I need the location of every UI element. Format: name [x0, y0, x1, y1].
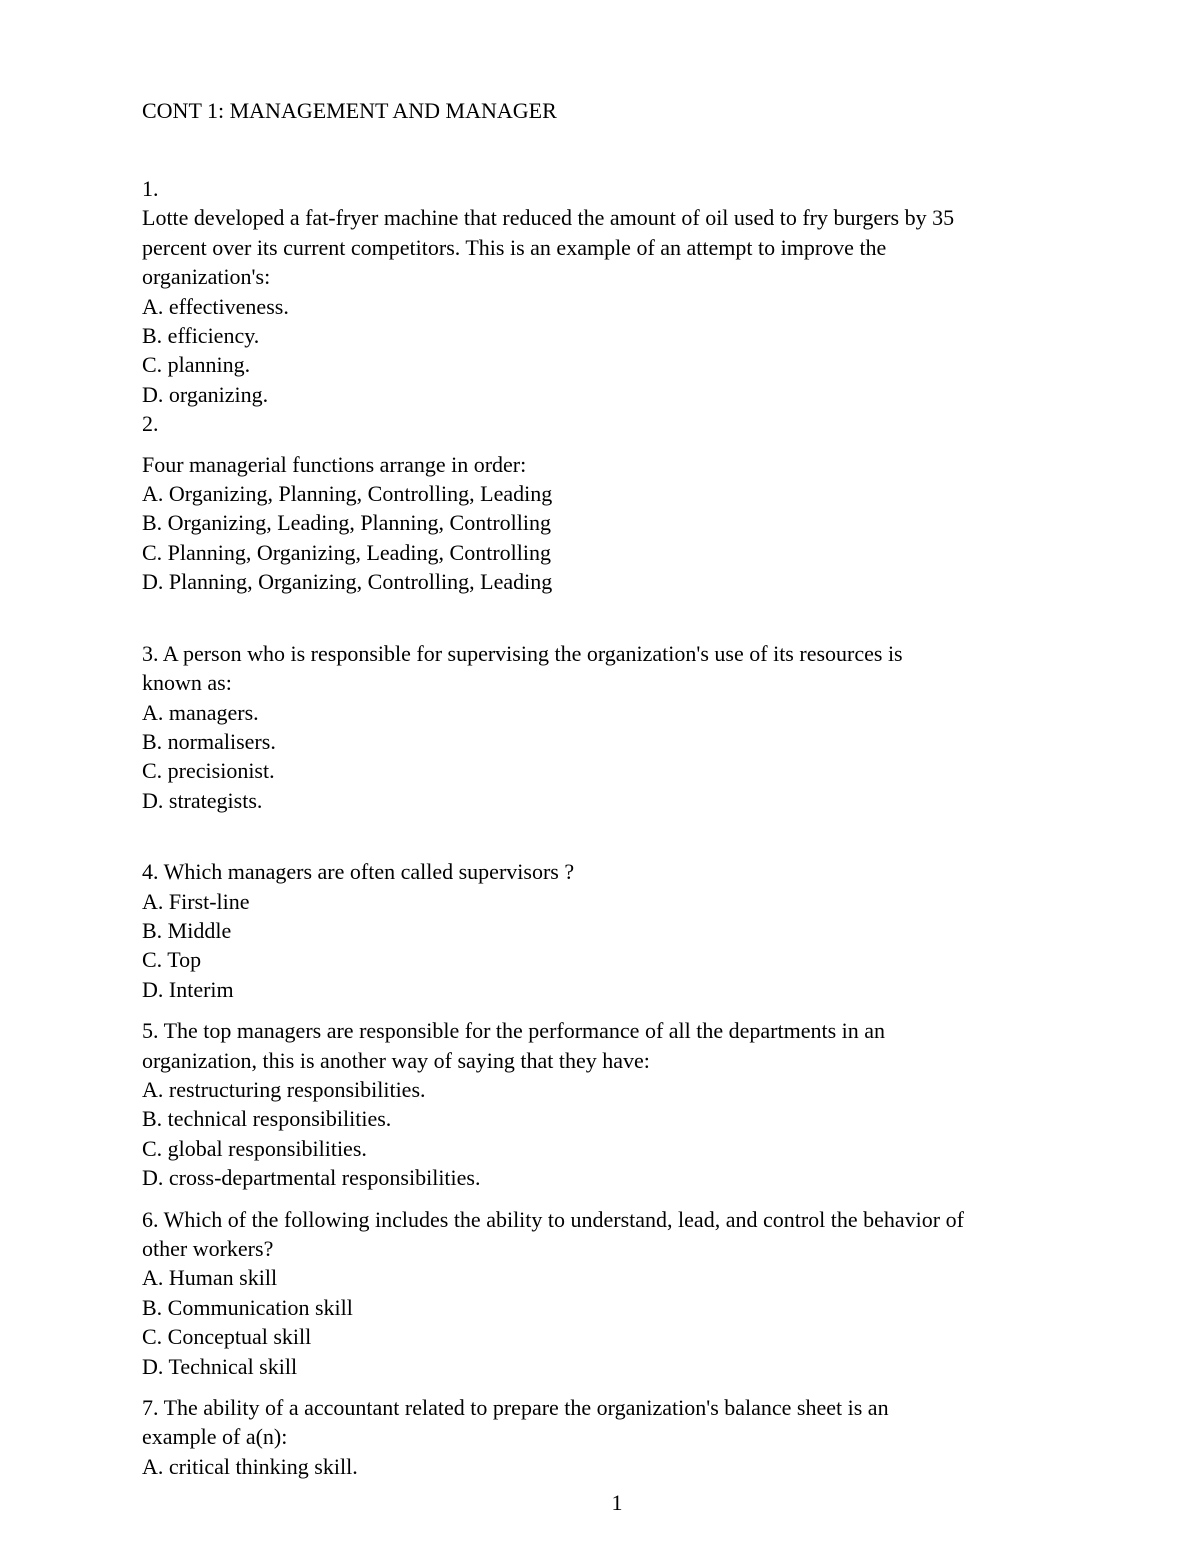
- answer-option: A. Human skill: [142, 1265, 278, 1291]
- answer-option: D. strategists.: [142, 787, 263, 813]
- question-stem-line: 3. A person who is responsible for supervising the organization's use of its resources is: [142, 640, 903, 666]
- answer-option: A. effectiveness.: [142, 293, 289, 319]
- answer-option: A. Organizing, Planning, Controlling, Leading: [142, 481, 553, 507]
- question-stem-line: Lotte developed a fat-fryer machine that reduced the amount of oil used to fry burgers by 35: [142, 205, 955, 231]
- question-stem-line: other workers?: [142, 1236, 274, 1261]
- question-stem-line: organization, this is another way of saying that they have:: [142, 1047, 650, 1073]
- question-5: [142, 1016, 1102, 1192]
- answer-option: C. precisionist.: [142, 758, 275, 784]
- question-stem-line: 6. Which of the following includes the ability to understand, lead, and control the behavior of: [142, 1206, 964, 1232]
- question-1: [142, 174, 1102, 409]
- answer-option: B. Middle: [142, 917, 232, 943]
- answer-option: B. Organizing, Leading, Planning, Controlling: [142, 510, 551, 536]
- document-title: CONT 1: MANAGEMENT AND MANAGER: [142, 98, 557, 123]
- question-2: [142, 409, 1102, 596]
- answer-option: C. planning.: [142, 352, 251, 378]
- answer-option: A. managers.: [142, 699, 259, 725]
- answer-option: A. First-line: [142, 888, 250, 914]
- question-stem-line: 7. The ability of a accountant related to prepare the organization's balance sheet is an: [142, 1395, 889, 1421]
- answer-option: C. global responsibilities.: [142, 1135, 367, 1161]
- question-4: [142, 857, 1102, 1004]
- page-number: 1: [611, 1490, 623, 1515]
- document-content: [142, 96, 1102, 1481]
- answer-option: C. Top: [142, 947, 202, 973]
- question-number: 1.: [142, 176, 159, 201]
- answer-option: D. cross-departmental responsibilities.: [142, 1165, 481, 1191]
- answer-option: B. technical responsibilities.: [142, 1106, 392, 1132]
- question-number: 2.: [142, 411, 159, 437]
- answer-option: B. efficiency.: [142, 323, 260, 349]
- question-stem-line: organization's:: [142, 264, 271, 290]
- question-stem-line: example of a(n):: [142, 1424, 288, 1450]
- question-3: [142, 639, 1102, 815]
- answer-option: A. critical thinking skill.: [142, 1453, 358, 1479]
- question-stem-line: percent over its current competitors. This is an example of an attempt to improve the: [142, 234, 887, 260]
- answer-option: A. restructuring responsibilities.: [142, 1076, 426, 1102]
- question-stem-line: 5. The top managers are responsible for the performance of all the departments in an: [142, 1018, 886, 1044]
- question-7: [142, 1393, 1102, 1481]
- question-6: [142, 1205, 1102, 1381]
- question-stem-line: Four managerial functions arrange in order:: [142, 451, 527, 477]
- question-stem-line: known as:: [142, 670, 232, 696]
- answer-option: C. Conceptual skill: [142, 1324, 312, 1350]
- answer-option: D. Technical skill: [142, 1353, 298, 1379]
- question-stem-line: 4. Which managers are often called supervisors ?: [142, 859, 575, 885]
- answer-option: C. Planning, Organizing, Leading, Controlling: [142, 539, 551, 565]
- answer-option: D. organizing.: [142, 381, 269, 407]
- answer-option: B. Communication skill: [142, 1294, 353, 1320]
- answer-option: D. Planning, Organizing, Controlling, Leading: [142, 569, 553, 595]
- answer-option: D. Interim: [142, 976, 234, 1002]
- answer-option: B. normalisers.: [142, 728, 276, 754]
